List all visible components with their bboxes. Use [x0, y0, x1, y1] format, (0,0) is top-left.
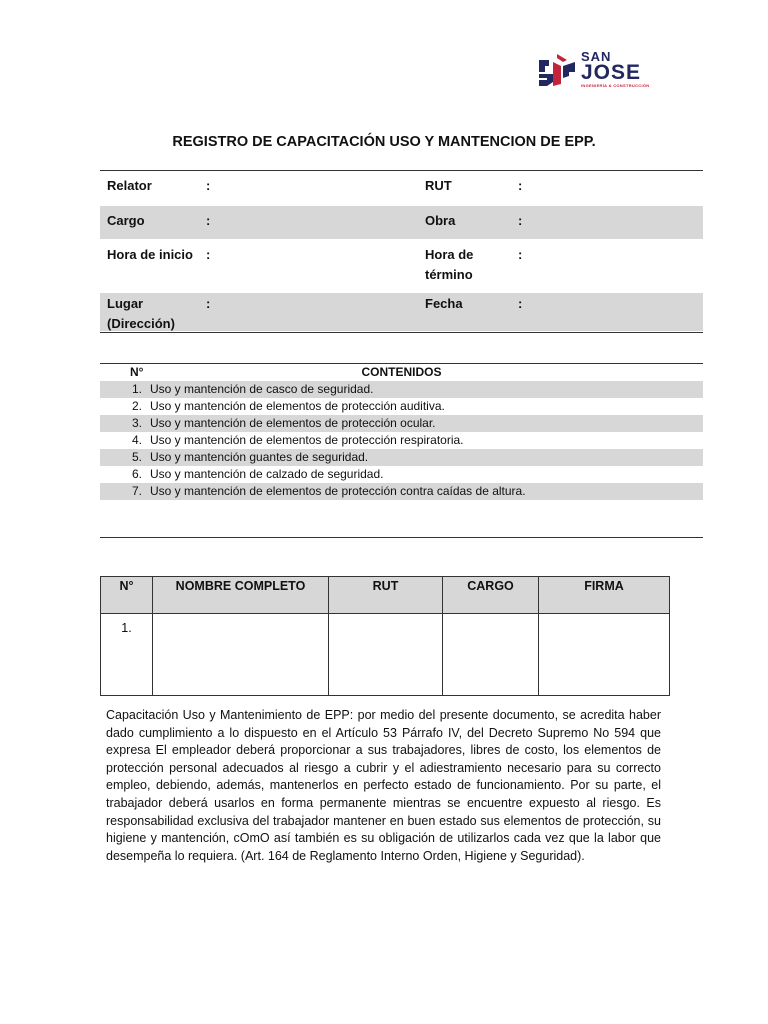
info-row-lugar	[100, 293, 703, 332]
label-fecha: Fecha	[425, 296, 463, 311]
contents-table	[100, 363, 703, 500]
item-text: Uso y mantención de elementos de protección ocular.	[150, 416, 436, 430]
label-hora-inicio: Hora de inicio	[107, 247, 193, 262]
col-rut: RUT	[329, 577, 443, 614]
item-text: Uso y mantención de casco de seguridad.	[150, 382, 374, 396]
participants-table	[100, 576, 670, 696]
contents-header-num: N°	[130, 365, 144, 379]
logo-line-3: INGENIERÍA & CONSTRUCCIÓN	[581, 83, 650, 88]
colon: :	[518, 213, 523, 228]
item-text: Uso y mantención de elementos de protección respiratoria.	[150, 433, 464, 447]
item-num: 5.	[131, 450, 142, 464]
contents-item	[100, 449, 703, 466]
contents-item	[100, 398, 703, 415]
row-num: 1.	[101, 614, 153, 696]
label-rut: RUT	[425, 178, 452, 193]
contents-item	[100, 466, 703, 483]
colon: :	[518, 296, 523, 311]
col-firma: FIRMA	[539, 577, 670, 614]
table-row	[101, 614, 670, 696]
item-num: 7.	[131, 484, 142, 498]
item-num: 3.	[131, 416, 142, 430]
item-text: Uso y mantención guantes de seguridad.	[150, 450, 369, 464]
item-text: Uso y mantención de elementos de protección auditiva.	[150, 399, 445, 413]
col-cargo: CARGO	[443, 577, 539, 614]
item-num: 2.	[131, 399, 142, 413]
company-logo	[537, 50, 652, 88]
colon: :	[206, 296, 211, 311]
label-relator: Relator	[107, 178, 152, 193]
item-num: 6.	[131, 467, 142, 481]
label-cargo: Cargo	[107, 213, 145, 228]
logo-line-2: JOSE	[581, 61, 642, 84]
label-obra: Obra	[425, 213, 456, 228]
colon: :	[206, 247, 211, 262]
info-row-hora	[100, 240, 703, 293]
col-num: N°	[101, 577, 153, 614]
firma-cell[interactable]	[539, 614, 670, 696]
logo-mark-icon	[537, 50, 579, 88]
contents-item	[100, 432, 703, 449]
item-num: 1.	[131, 382, 142, 396]
legal-paragraph: Capacitación Uso y Mantenimiento de EPP: por medio del presente documento, se acredita haber dado cumplimiento a lo dispuesto en el Artículo 53 Párrafo IV, del Decreto Supremo No 594 que expresa El empleador deberá proporcionar a sus trabajadores, libres de costo, los elementos de protección personal adecuados al riesgo a cubrir y el adiestramiento necesario para su correcto empleo, debiendo, además, mantenerlos en perfecto estado de funcionamiento. Por su parte, el trabajador deberá usarlos en forma permanente mientras se encuentre expuesto al riesgo. Es responsabilidad exclusiva del trabajador mantener en buen estado sus elementos de protección, su higiene y mantención, cOmO así también es su obligación de utilizarlos cada vez que la labor que desempeña lo requiera. (Art. 164 de Reglamento Interno Orden, Higiene y Seguridad).	[106, 708, 661, 863]
document-title: REGISTRO DE CAPACITACIÓN USO Y MANTENCION DE EPP.	[172, 134, 596, 150]
divider	[100, 537, 703, 538]
item-text: Uso y mantención de elementos de protección contra caídas de altura.	[150, 484, 526, 498]
nombre-cell[interactable]	[153, 614, 329, 696]
participants-header-row	[101, 577, 670, 614]
colon: :	[518, 178, 523, 193]
rut-cell[interactable]	[329, 614, 443, 696]
item-num: 4.	[131, 433, 142, 447]
info-row-relator	[100, 171, 703, 206]
label-lugar: Lugar (Dirección)	[107, 296, 175, 331]
contents-item	[100, 483, 703, 500]
contents-item	[100, 381, 703, 398]
col-nombre: NOMBRE COMPLETO	[153, 577, 329, 614]
item-text: Uso y mantención de calzado de seguridad.	[150, 467, 384, 481]
colon: :	[206, 213, 211, 228]
info-table	[100, 170, 703, 333]
contents-header-title: CONTENIDOS	[361, 365, 442, 379]
colon: :	[518, 247, 523, 262]
contents-item	[100, 415, 703, 432]
cargo-cell[interactable]	[443, 614, 539, 696]
colon: :	[206, 178, 211, 193]
contents-header	[100, 364, 703, 381]
info-row-cargo	[100, 206, 703, 240]
label-hora-termino: Hora de término	[425, 247, 474, 282]
logo-line-1: SAN	[581, 49, 612, 64]
